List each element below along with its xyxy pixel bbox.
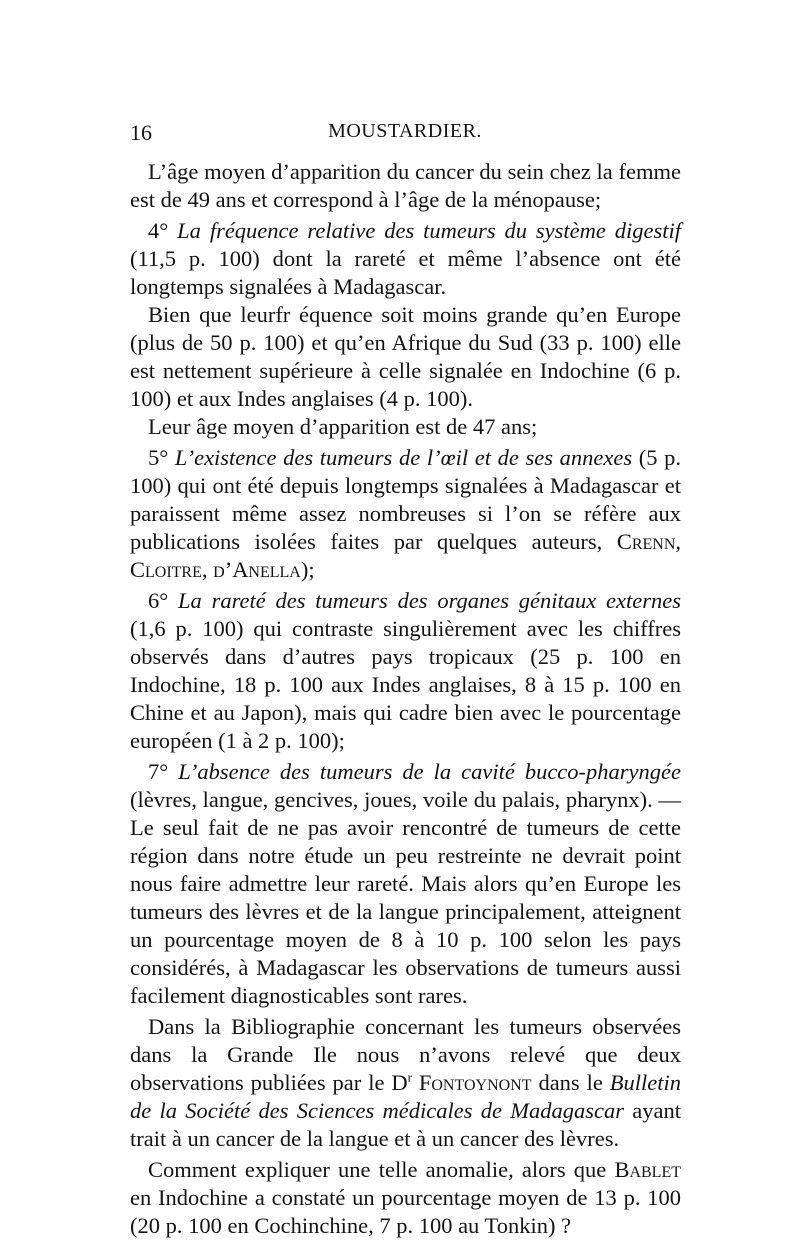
item-heading: L’absence des tumeurs de la cavité bucco-pharyngée: [178, 759, 681, 784]
paragraph-item-7: [130, 758, 681, 1010]
paragraph-frequence: [130, 301, 681, 413]
paragraph-item-6: [130, 587, 681, 755]
item-number: 7°: [148, 759, 169, 784]
paragraph-text: L’âge moyen d’apparition du cancer du sein chez la femme est de 49 ans et correspond à l’âge de la ménopause;: [130, 159, 681, 212]
paragraph-age-sein: [130, 158, 681, 214]
author-name: Fontoynont: [418, 1070, 532, 1095]
item-number: 5°: [148, 445, 169, 470]
running-head: MOUSTARDIER.: [328, 120, 482, 142]
item-heading: L’existence des tumeurs de l’œil et de ses annexes: [174, 445, 633, 470]
paragraph-text: Bien que leurfr équence soit moins grande qu’en Europe (plus de 50 p. 100) et qu’en Afrique du Sud (33 p. 100) elle est nettement supérieure à celle signalée en Indochine (6 p. 100) et aux Indes anglaises (4 p. 100).: [130, 302, 681, 411]
item-heading: La fréquence relative des tumeurs du système digestif: [177, 218, 682, 243]
paragraph-item-4: [130, 217, 681, 301]
item-heading: La rareté des tumeurs des organes génitaux externes: [178, 588, 681, 613]
page-number: 16: [130, 120, 152, 145]
paragraph-text: Leur âge moyen d’apparition est de 47 ans;: [148, 414, 538, 439]
paragraph-bibliographie: [130, 1013, 681, 1153]
paragraph-text: Dans la Bibliographie concernant les tumeurs observées dans la Grande Ile nous n’avons relevé que deux observations publiées par le D: [130, 1014, 681, 1095]
author-name: d’Anella: [213, 557, 301, 582]
author-name: Cloitre: [130, 557, 202, 582]
paragraph-text: (5 p. 100) qui ont été depuis longtemps signalées à Madagascar et paraissent même assez nombreuses si l’on se réfère aux publications isolées faites par quelques auteurs,: [130, 445, 682, 554]
author-name: Bablet: [614, 1157, 681, 1182]
paragraph-text: en Indochine a constaté un pourcentage moyen de 13 p. 100 (20 p. 100 en Cochinchine, 7 p. 100 au Tonkin) ?: [130, 1185, 681, 1238]
item-number: 6°: [148, 588, 169, 613]
superscript: r: [407, 1069, 412, 1085]
paragraph-text: ayant trait à un cancer de la langue et à un cancer des lèvres.: [130, 1098, 682, 1151]
paragraph-text: (11,5 p. 100) dont la rareté et même l’absence ont été longtemps signalées à Madagascar.: [130, 246, 681, 299]
journal-title: Bulletin de la Société des Sciences médicales de Madagascar: [130, 1070, 682, 1123]
paragraph-age-digestif: [130, 413, 681, 441]
punctuation: );: [300, 557, 315, 582]
paragraph-anomalie: [130, 1156, 681, 1240]
paragraph-text: dans le: [538, 1070, 603, 1095]
paragraph-text: (1,6 p. 100) qui contraste singulièrement avec les chiffres observés dans d’autres pays tropicaux (25 p. 100 en Indochine, 18 p. 100 aux Indes anglaises, 8 à 15 p. 100 en Chine et au Japon), mais qui cadre bien avec le pourcentage européen (1 à 2 p. 100);: [130, 616, 681, 753]
paragraph-text: Comment expliquer une telle anomalie, alors que: [148, 1157, 607, 1182]
body-text: [130, 158, 681, 1240]
author-name: Crenn: [616, 529, 676, 554]
page-header: [130, 120, 680, 146]
paragraph-text: (lèvres, langue, gencives, joues, voile du palais, pharynx). — Le seul fait de ne pas avoir rencontré de tumeurs de cette région dans notre étude un peu restreinte ne devrait point nous faire admettre leur rareté. Mais alors qu’en Europe les tumeurs des lèvres et de la langue principalement, atteignent un pourcentage moyen de 8 à 10 p. 100 selon les pays considérés, à Madagascar les observations de tumeurs aussi facilement diagnosticables sont rares.: [130, 787, 681, 1008]
paragraph-item-5: 5° L’existence des tumeurs de l’œil et de ses annexes (5 p. 100) qui ont été depuis longtemps signalées à Madagascar et paraissent même assez nombreuses si l’on se réfère aux publications isolées faites par quelques auteurs, Crenn, Cloitre, d’Anella);: [130, 445, 682, 582]
item-number: 4°: [148, 218, 169, 243]
